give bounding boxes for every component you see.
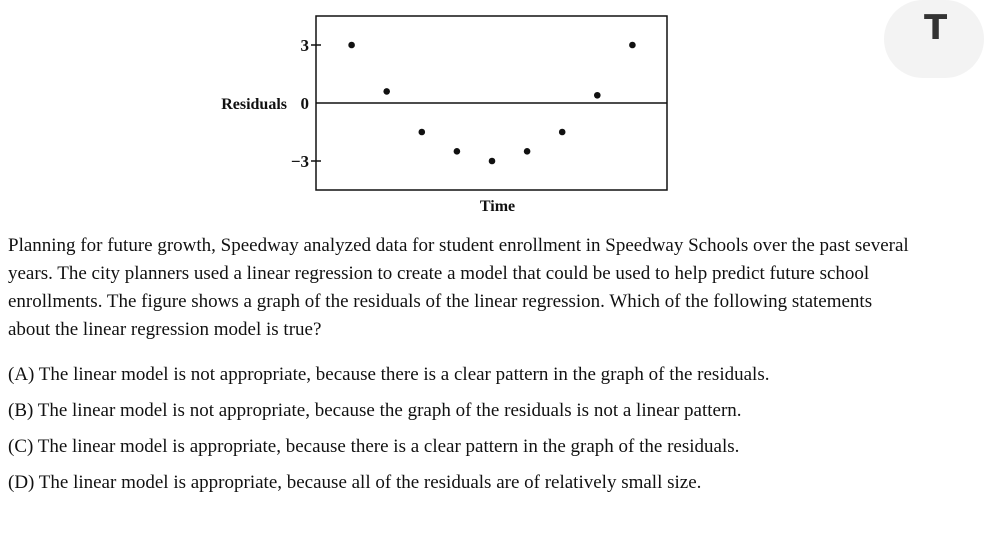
y-tick-label: −3 <box>290 152 309 171</box>
residual-point-7 <box>559 129 566 136</box>
y-tick-label: 3 <box>300 36 309 55</box>
residual-point-9 <box>629 42 636 49</box>
choice-c[interactable]: (C) The linear model is appropriate, because there is a clear pattern in the graph of the residuals. <box>8 436 740 457</box>
y-axis-label: Residuals <box>221 96 287 113</box>
residual-point-5 <box>489 158 496 165</box>
corner-t-icon: T <box>924 8 948 48</box>
residual-point-6 <box>524 148 531 155</box>
residual-plot <box>0 0 934 225</box>
x-axis-label: Time <box>479 198 516 215</box>
residual-point-4 <box>454 148 461 155</box>
residual-point-8 <box>594 92 601 99</box>
residual-point-3 <box>419 129 426 136</box>
residual-point-1 <box>348 42 355 49</box>
choice-b[interactable]: (B) The linear model is not appropriate, because the graph of the residuals is not a linear pattern. <box>8 400 742 421</box>
y-tick-label: 0 <box>300 94 309 113</box>
question-text: Planning for future growth, Speedway analyzed data for student enrollment in Speedway Schools over the past several years. The city planners used a linear regression to create a model that could be used to help predict future school enrollments. The figure shows a graph of the residuals of the linear regression. Which of the following statements about the linear regression model is true? <box>8 235 909 340</box>
residual-point-2 <box>383 88 390 95</box>
choice-d[interactable]: (D) The linear model is appropriate, because all of the residuals are of relatively small size. <box>8 472 702 493</box>
choice-a[interactable]: (A) The linear model is not appropriate, because there is a clear pattern in the graph of the residuals. <box>8 364 770 385</box>
answer-choices <box>8 357 913 501</box>
